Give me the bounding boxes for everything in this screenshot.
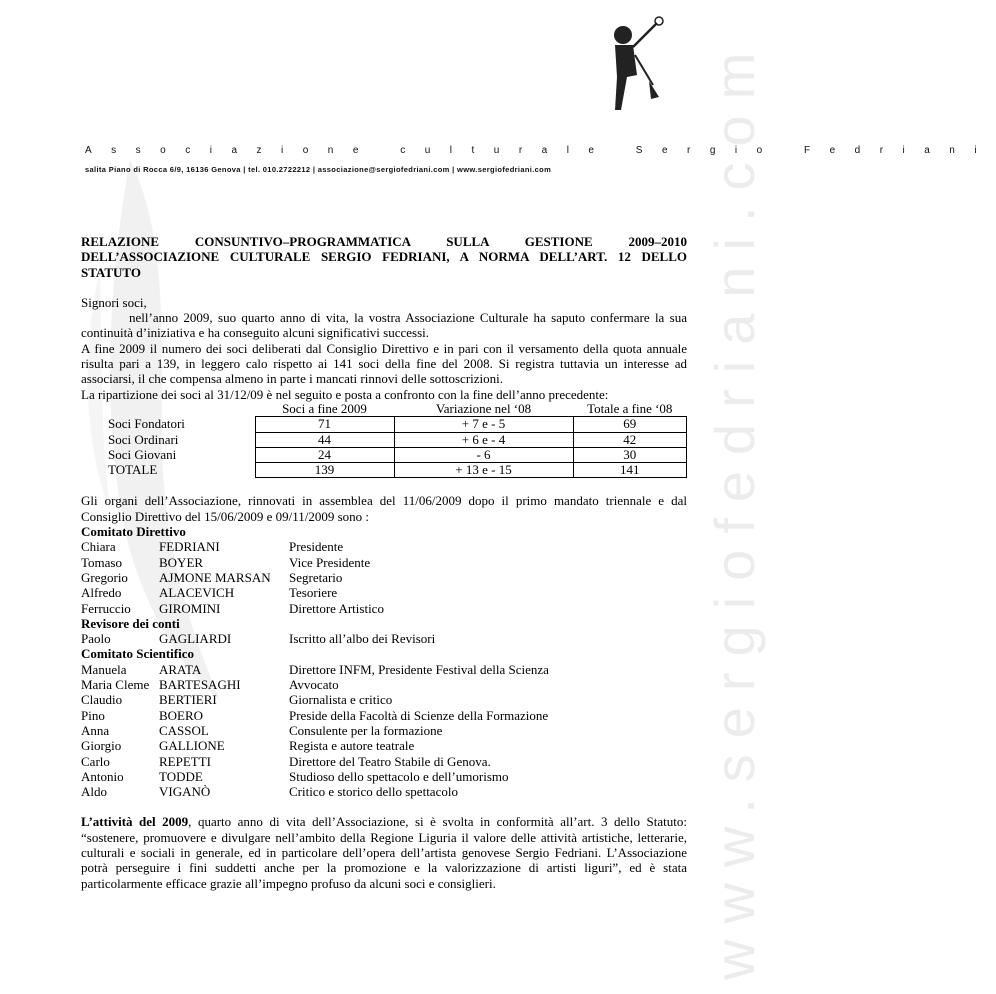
member-first-name: Alfredo [81, 585, 122, 601]
list-item [81, 539, 687, 554]
member-first-name: Manuela [81, 661, 127, 677]
list-item [81, 585, 687, 600]
list-item [81, 692, 687, 707]
member-role: Preside della Facoltà di Scienze della Formazione [289, 707, 549, 723]
paragraph-intro: nell’anno 2009, suo quarto anno di vita, la vostra Associazione Culturale ha saputo confermare la sua continuità d’iniziativa e ha conseguito alcuni significativi successi. [81, 310, 687, 341]
table-header-row [81, 402, 687, 417]
member-last-name: GIROMINI [159, 600, 221, 616]
member-role: Direttore INFM, Presidente Festival della Scienza [289, 661, 549, 677]
table-cell: 24 [255, 447, 394, 462]
member-last-name: FEDRIANI [159, 539, 220, 555]
list-item [81, 708, 687, 723]
row-label: Soci Ordinari [108, 431, 179, 447]
member-last-name: BOERO [159, 707, 204, 723]
section-heading-comitato-scientifico: Comitato Scientifico [81, 646, 195, 662]
list-item [81, 784, 687, 799]
member-first-name: Maria Cleme [81, 677, 150, 693]
activity-lead: L’attività del 2009 [81, 814, 189, 830]
member-role: Giornalista e critico [289, 692, 393, 708]
member-last-name: BERTIERI [159, 692, 217, 708]
list-item [81, 754, 687, 769]
member-role: Consulente per la formazione [289, 722, 443, 738]
list-item [81, 738, 687, 753]
member-last-name: CASSOL [159, 722, 209, 738]
member-role: Direttore del Teatro Stabile di Genova. [289, 753, 491, 769]
table-cell: - 6 [394, 447, 573, 462]
member-first-name: Antonio [81, 768, 124, 784]
member-role: Segretario [289, 569, 343, 585]
member-last-name: REPETTI [159, 753, 211, 769]
association-name: Associazione culturale Sergio Fedriani [85, 145, 996, 156]
member-role: Iscritto all’albo dei Revisori [289, 631, 436, 647]
list-item [81, 723, 687, 738]
list-item [81, 631, 687, 646]
member-role: Avvocato [289, 677, 339, 693]
row-label: TOTALE [108, 462, 158, 478]
member-first-name: Anna [81, 722, 110, 738]
members-table [81, 402, 687, 478]
member-role: Studioso dello spettacolo e dell’umorismo [289, 768, 509, 784]
table-cell: 139 [255, 463, 394, 478]
table-row [81, 463, 687, 478]
letterhead [85, 145, 996, 174]
table-row [81, 447, 687, 462]
list-item [81, 662, 687, 677]
association-contacts: salita Piano di Rocca 6/9, 16136 Genova | tel. 010.2722212 | associazione@sergiofedriani.com | www.sergiofedriani.com [85, 165, 552, 174]
section-heading-revisore: Revisore dei conti [81, 615, 180, 631]
table-row [81, 417, 687, 432]
member-last-name: TODDE [159, 768, 203, 784]
comitato-direttivo-list [81, 539, 687, 615]
list-item [81, 555, 687, 570]
member-first-name: Gregorio [81, 569, 128, 585]
list-item [81, 601, 687, 616]
table-row [81, 432, 687, 447]
list-item [81, 570, 687, 585]
comitato-scientifico-list [81, 662, 687, 800]
member-last-name: BARTESAGHI [159, 677, 241, 693]
member-last-name: AJMONE MARSAN [159, 569, 271, 585]
member-first-name: Chiara [81, 539, 116, 555]
paragraph-organs: Gli organi dell’Associazione, rinnovati in assemblea del 11/06/2009 dopo il primo mandato triennale e dal Consiglio Direttivo del 15/06/2009 e 09/11/2009 sono : [81, 493, 687, 524]
member-role: Regista e autore teatrale [289, 738, 415, 754]
member-first-name: Ferruccio [81, 600, 131, 616]
member-last-name: VIGANÒ [159, 784, 211, 800]
member-first-name: Aldo [81, 784, 107, 800]
member-last-name: ALACEVICH [159, 585, 235, 601]
table-header-cell [81, 402, 255, 417]
member-last-name: GAGLIARDI [159, 631, 232, 647]
row-label: Soci Fondatori [108, 416, 185, 432]
table-cell: 141 [573, 463, 687, 478]
member-last-name: GALLIONE [159, 738, 225, 754]
member-role: Critico e storico dello spettacolo [289, 784, 458, 800]
document-title: RELAZIONE CONSUNTIVO–PROGRAMMATICA SULLA GESTIONE 2009–2010 DELL’ASSOCIAZIONE CULTURALE SERGIO FEDRIANI, A NORMA DELL’ART. 12 DELLO STATUTO [81, 234, 687, 280]
list-item [81, 769, 687, 784]
member-first-name: Giorgio [81, 738, 122, 754]
activity-text: , quarto anno di vita dell’Associazione, si è svolta in conformità all’art. 3 dello Statuto: “sostenere, promuovere e divulgare nell’ambito della Regione Liguria il valore delle attività artistiche, letterarie, culturali e sociali in generale, ed in particolare dell’opera dell’artista genovese Sergio Fedriani. L’Associazione potrà perseguire i fini suddetti anche per la promozione e la valorizzazione di artisti liguri”, ed è stata particolarmente efficace grazie all’impegno profuso da alcuni soci e consiglieri. [81, 814, 687, 891]
table-cell: + 7 e - 5 [394, 417, 573, 432]
member-role: Vice Presidente [289, 554, 371, 570]
table-header-cell: Soci a fine 2009 [282, 400, 367, 416]
member-last-name: BOYER [159, 554, 204, 570]
member-first-name: Carlo [81, 753, 110, 769]
table-cell: + 6 e - 4 [394, 432, 573, 447]
watermark-text: www.sergiofedriani.com [703, 36, 766, 980]
member-role: Presidente [289, 539, 344, 555]
list-item [81, 677, 687, 692]
paragraph-members-count: A fine 2009 il numero dei soci deliberati dal Consiglio Direttivo e in pari con il versamento della quota annuale risulta pari a 139, in leggero calo rispetto ai 141 soci della fine del 2008. Si registra tuttavia un interesse ad associarsi, il che compensa almeno in parte i mancati rinnovi delle sottoscrizioni. [81, 340, 687, 387]
member-first-name: Paolo [81, 631, 111, 647]
table-cell: + 13 e - 15 [394, 463, 573, 478]
member-first-name: Tomaso [81, 554, 122, 570]
row-label: Soci Giovani [108, 446, 177, 462]
fedriani-logo-figure-icon [605, 15, 665, 115]
table-cell: 69 [573, 417, 687, 432]
table-header-cell: Variazione nel ‘08 [435, 400, 532, 416]
table-cell: 44 [255, 432, 394, 447]
greeting: Signori soci, [81, 294, 147, 310]
table-header-cell: Totale a fine ‘08 [587, 400, 673, 416]
section-heading-comitato-direttivo: Comitato Direttivo [81, 524, 186, 540]
member-first-name: Claudio [81, 692, 123, 708]
member-first-name: Pino [81, 707, 105, 723]
member-last-name: ARATA [159, 661, 202, 677]
table-cell: 30 [573, 447, 687, 462]
member-role: Direttore Artistico [289, 600, 384, 616]
table-cell: 42 [573, 432, 687, 447]
document-body [81, 234, 687, 891]
paragraph-activity [81, 814, 687, 890]
paragraph-members-breakdown: La ripartizione dei soci al 31/12/09 è nel seguito e posta a confronto con la fine dell’anno precedente: [81, 386, 609, 402]
revisore-list [81, 631, 687, 646]
table-cell: 71 [255, 417, 394, 432]
member-role: Tesoriere [289, 585, 338, 601]
